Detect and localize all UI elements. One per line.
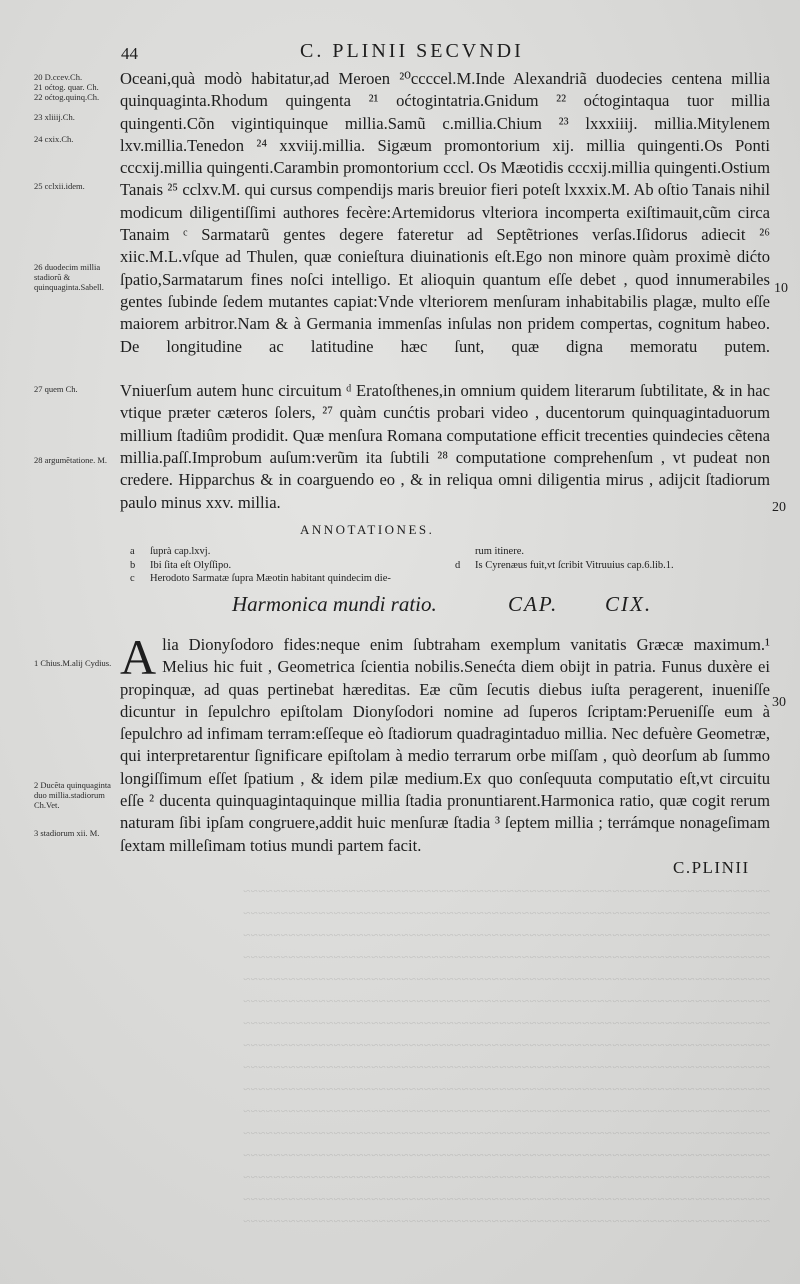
annotation-letter — [455, 545, 467, 559]
annotation-text: rum itinere. — [475, 546, 524, 557]
bleed-through-text: ~~~~~~~~~~~~~~~~~~~~~~~~~~~~~~~~~~~~~~~~~~~~~~~~~~~~~~~~~~~~~~~~~~~~~~ ~~~~~~~~~~~~~~~~~~~~~~~~~~~~~~~~~~~~~~~~~~~~~~~~~~~~~~~~~~~~~~~~~~~~~~ ~~~~~~~~~~~~~~~~~~~~~~~~~~~~~~~~~~~~~~~~~~~~~~~~~~~~~~~~~~~~~~~~~~~~~~ ~~~~~~~~~~~~~~~~~~~~~~~~~~~~~~~~~~~~~~~~~~~~~~~~~~~~~~~~~~~~~~~~~~~~~~ ~~~~~~~~~~~~~~~~~~~~~~~~~~~~~~~~~~~~~~~~~~~~~~~~~~~~~~~~~~~~~~~~~~~~~~ ~~~~~~~~~~~~~~~~~~~~~~~~~~~~~~~~~~~~~~~~~~~~~~~~~~~~~~~~~~~~~~~~~~~~~~ ~~~~~~~~~~~~~~~~~~~~~~~~~~~~~~~~~~~~~~~~~~~~~~~~~~~~~~~~~~~~~~~~~~~~~~ ~~~~~~~~~~~~~~~~~~~~~~~~~~~~~~~~~~~~~~~~~~~~~~~~~~~~~~~~~~~~~~~~~~~~~~ ~~~~~~~~~~~~~~~~~~~~~~~~~~~~~~~~~~~~~~~~~~~~~~~~~~~~~~~~~~~~~~~~~~~~~~ ~~~~~~~~~~~~~~~~~~~~~~~~~~~~~~~~~~~~~~~~~~~~~~~~~~~~~~~~~~~~~~~~~~~~~~ ~~~~~~~~~~~~~~~~~~~~~~~~~~~~~~~~~~~~~~~~~~~~~~~~~~~~~~~~~~~~~~~~~~~~~~ ~~~~~~~~~~~~~~~~~~~~~~~~~~~~~~~~~~~~~~~~~~~~~~~~~~~~~~~~~~~~~~~~~~~~~~ ~~~~~~~~~~~~~~~~~~~~~~~~~~~~~~~~~~~~~~~~~~~~~~~~~~~~~~~~~~~~~~~~~~~~~~ ~~~~~~~~~~~~~~~~~~~~~~~~~~~~~~~~~~~~~~~~~~~~~~~~~~~~~~~~~~~~~~~~~~~~~~ ~~~~~~~~~~~~~~~~~~~~~~~~~~~~~~~~~~~~~~~~~~~~~~~~~~~~~~~~~~~~~~~~~~~~~~ ~~~~~~~~~~~~~~~~~~~~~~~~~~~~~~~~~~~~~~~~~~~~~~~~~~~~~~~~~~~~~~~~~~~~~~ — [242, 883, 770, 1228]
line-number: 30 — [772, 695, 786, 710]
annotation-item — [130, 545, 391, 559]
chapter-text — [120, 629, 770, 857]
chapter-title: Harmonica mundi ratio. — [232, 592, 437, 616]
annotation-item — [130, 559, 391, 573]
margin-note: 20 D.ccev.Ch. — [34, 72, 83, 82]
annotation-item — [130, 572, 391, 586]
chapter-number: CIX. — [605, 592, 653, 616]
margin-note: 3 stadiorum xii. M. — [34, 828, 100, 838]
line-number: 10 — [774, 281, 788, 296]
annotations-heading: ANNOTATIONES. — [300, 522, 435, 537]
annotation-letter: c — [130, 573, 135, 584]
margin-note: 25 cclxii.idem. — [34, 181, 85, 191]
margin-note: 28 argumẽtatione. M. — [34, 455, 108, 465]
annotation-item — [455, 559, 674, 573]
margin-note: 21 oćtog. quar. Ch. — [34, 82, 99, 92]
annotation-item — [455, 545, 674, 559]
annotation-text: Herodoto Sarmatæ ſupra Mæotin habitant quindecim die- — [150, 573, 391, 584]
page-number: 44 — [121, 44, 138, 63]
paragraph: Vniuerſum autem hunc circuitum ᵈ Eratoſthenes,in omnium quidem literarum ſubtilitate, & in hac vtique præter cæteros ſolers, ²⁷ quàm cunćtis probari video , ducentorum quinquagintaduorum millium ſtadiûm prodidit. Quæ menſura Romana computatione efficit trecenties quindecies cẽtena millia.paſſ.Improbum auſum:verũm ita ſubtili ²⁸ computatione comprehenſum , vt pudeat non credere. Hipparchus & in coarguendo eo , & in reliqua omni diligentia mirus , adijcit ſtadiorum paulo minus xxv. millia. — [120, 381, 770, 512]
annotation-text: Is Cyrenæus fuit,vt ſcribit Vitruuius cap.6.lib.1. — [475, 559, 674, 571]
paragraph: Oceani,quà modò habitatur,ad Meroen ²⁰ccccel.M.Inde Alexandriã duodecies centena millia quinquaginta.Rhodum quingenta ²¹ oćtogintatria.Gnidum ²² oćtogintaqua tuor millia quingenti.Cõn vigintiquinque millia.Samũ c.millia.Chium ²³ lxxxiiij. millia.Mitylenem lxv.millia.Tenedon ²⁴ xxviij.millia. Sigæum promontorium xij. millia quingenti.Os Ponti cccxij.millia quingenti.Carambin promontorium cccl. Os Mæotidis cccxij.millia quingenti.Ostium Tanais ²⁵ cclxv.M. qui cursus compendijs maris breuior fieri poteſt lxxxix.M. Ab oſtio Tanais nihil modicum diligentiſſimi authores fecère:Artemidorus vlteriora incomperta exiſtimauit,cũm circa Tanaim ᶜ Sarmatarũ gentes degere fateretur ad Septẽtriones verſas.Iſidorus adiecit ²⁶ xiic.M.L.vſque ad Thulen, quæ conieſtura diuinationis eſt.Ego non minore quàm proximè dićto ſpatio,Sarmatarum fines noſci intelligo. Et alioquin quantum eſſe debet , quod innumerabiles gentes ſubinde ſedem mutantes capiat:Vnde vlteriorem menſuram inhabitabilis plagæ, multo eſſe maiorem arbitror.Nam & à Germania immenſas inſulas non pridem compertas, cognitum habeo. De longitudine ac latitudine hæc ſunt, quæ digna memoratu putem. — [120, 69, 770, 356]
annotation-letter: b — [130, 559, 136, 571]
margin-note: 2 Ducẽta quinquaginta duo millia.stadiorum Ch.Vet. — [34, 780, 111, 810]
chapter-label: CAP. — [508, 592, 559, 616]
annotation-letter: d — [455, 559, 461, 571]
drop-cap: A — [120, 629, 157, 685]
annotation-text: Ibi ſita eſt Olyſſipo. — [150, 559, 232, 571]
margin-note: 22 oćtog.quinq.Ch. — [34, 92, 100, 102]
margin-note: 24 cxix.Ch. — [34, 134, 74, 144]
margin-note: 26 duodecim millia stadiorũ & quinquaginta.Sabell. — [34, 262, 104, 292]
annotation-text: ſuprà cap.lxvj. — [150, 546, 211, 557]
margin-note: 1 Chius.M.alij Cydius. — [34, 658, 112, 668]
running-title: C. PLINII SECVNDI — [300, 40, 524, 62]
margin-note: 27 quem Ch. — [34, 384, 78, 394]
annotations-left-column — [130, 545, 391, 586]
catchword: C.PLINII — [673, 858, 750, 877]
paragraph: lia Dionyſodoro fides:neque enim ſubtraham exemplum vanitatis Græcæ maximum.¹ Melius hic fuit , Geometrica ſcientia nobilis.Senećta diem obijt in patria. Funus duxère ei propinquæ, ad quas pertinebat hæreditas. Eæ cũm ſecutis diebus iuſta peragerent, inueniſſe dicuntur in ſepulchro epiſtolam Dionyſodori nomine ad ſuperos ſcriptam:Perueniſſe eum à ſepulchro ad infimam terram:eſſeque eò ſtadiorum quadragintaduo millia. Nec defuère Geometræ, qui interpretarentur ſignificare epiſtolam à medio terrarum orbe miſſam , quò deorſum ab ſummo longiſſimum eſſet ſpatium , & idem pilæ medium.Ex quo conſequuta computatio eſt,vt circuitu eſſe ² ducenta quinquagintaquinque millia ſtadia pronuntiarent.Harmonica ratio, quæ cogit rerum naturam ſibi ipſam congruere,addit huic menſuræ ſtadia ³ ſeptem millia ; terrámque nonageſimam ſextam milleſimam totius mundi partem facit. — [120, 635, 770, 855]
annotation-letter: a — [130, 546, 135, 557]
annotations-right-column — [455, 545, 674, 572]
line-number: 20 — [772, 500, 786, 515]
margin-note: 23 xliiij.Ch. — [34, 112, 75, 122]
main-text — [120, 68, 770, 514]
